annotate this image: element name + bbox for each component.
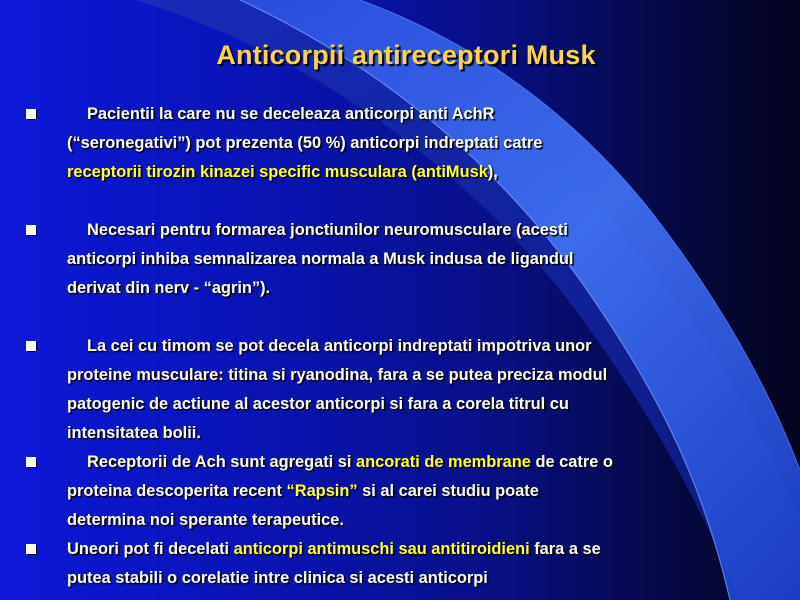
bullet-list	[26, 100, 786, 593]
bullet-text: derivat din nerv - “agrin”).	[67, 279, 271, 297]
bullet-text: putea stabili o corelatie intre clinica si acesti anticorpi	[67, 569, 488, 587]
bullet-text: Receptorii de Ach sunt agregati si	[87, 453, 356, 471]
bullet-text: La cei cu timom se pot decela anticorpi indreptati impotriva unor	[87, 337, 592, 355]
square-bullet-icon	[26, 457, 37, 468]
square-bullet-icon	[26, 109, 37, 120]
bullet-text: Pacientii la care nu se deceleaza anticorpi anti AchR	[87, 105, 495, 123]
bullet-item	[26, 216, 786, 303]
bullet-text: si al carei studiu poate	[357, 482, 539, 500]
bullet-text: proteina descoperita recent	[67, 482, 287, 500]
bullet-text: ),	[487, 163, 498, 181]
bullet-text: Uneori pot fi decelati	[67, 540, 234, 558]
slide-title: Anticorpii antireceptori Musk	[216, 40, 596, 70]
square-bullet-icon	[26, 544, 37, 555]
bullet-text: determina noi sperante terapeutice.	[67, 511, 344, 529]
bullet-item	[26, 332, 786, 448]
bullet-text: (“seronegativi”) pot prezenta (50 %) anticorpi indreptati catre	[67, 134, 543, 152]
bullet-text: intensitatea bolii.	[67, 424, 201, 442]
highlighted-text: receptorii tirozin kinazei specific musculara (antiMusk	[67, 163, 488, 181]
square-bullet-icon	[26, 341, 37, 352]
bullet-text: Necesari pentru formarea jonctiunilor neuromusculare (acesti	[87, 221, 568, 239]
bullet-text: fara a se	[529, 540, 601, 558]
highlighted-text: “Rapsin”	[286, 482, 358, 500]
bullet-item	[26, 100, 786, 187]
bullet-text: proteine musculare: titina si ryanodina, fara a se putea preciza modul	[67, 366, 608, 384]
bullet-item	[26, 448, 786, 535]
bullet-text: de catre o	[530, 453, 613, 471]
highlighted-text: anticorpi antimuschi sau antitiroidieni	[233, 540, 530, 558]
bullet-text: anticorpi inhiba semnalizarea normala a Musk indusa de ligandul	[67, 250, 574, 268]
square-bullet-icon	[26, 225, 37, 236]
bullet-text: patogenic de actiune al acestor anticorpi si fara a corela titrul cu	[67, 395, 569, 413]
highlighted-text: ancorati de membrane	[356, 453, 531, 471]
bullet-item	[26, 535, 786, 593]
